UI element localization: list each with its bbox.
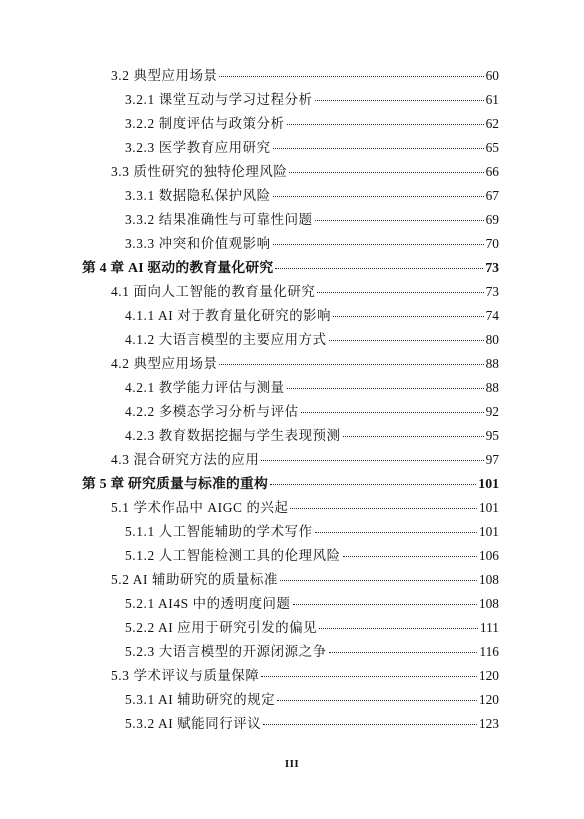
- toc-chapter-entry[interactable]: [82, 259, 499, 277]
- toc-entry-page: 92: [485, 404, 499, 419]
- dot-leader: [275, 268, 483, 269]
- dot-leader: [270, 484, 476, 485]
- dot-leader: [315, 220, 484, 221]
- toc-entry-title: 3.2 典型应用场景: [111, 68, 218, 83]
- toc-entry-title: 5.2.3 大语言模型的开源闭源之争: [125, 644, 327, 659]
- toc-entry-title: 3.3.2 结果准确性与可靠性问题: [125, 212, 313, 227]
- toc-entry[interactable]: [125, 211, 499, 229]
- toc-entry[interactable]: [125, 379, 499, 397]
- toc-entry-page: 69: [485, 212, 499, 227]
- toc-entry-page: 120: [478, 692, 499, 707]
- dot-leader: [315, 100, 484, 101]
- toc-entry[interactable]: [125, 643, 499, 661]
- toc-entry-page: 70: [485, 236, 499, 251]
- toc-entry[interactable]: [125, 691, 499, 709]
- toc-entry[interactable]: [125, 619, 499, 637]
- toc-entry[interactable]: [111, 163, 499, 181]
- toc-entry-title: 3.2.2 制度评估与政策分析: [125, 116, 285, 131]
- toc-entry-page: 101: [478, 476, 499, 491]
- dot-leader: [280, 580, 477, 581]
- toc-entry[interactable]: [111, 451, 499, 469]
- toc-entry[interactable]: [111, 499, 499, 517]
- toc-entry-title: 第 5 章 研究质量与标准的重构: [82, 476, 269, 491]
- dot-leader: [333, 316, 483, 317]
- toc-chapter-entry[interactable]: [82, 475, 499, 493]
- toc-entry[interactable]: [111, 283, 499, 301]
- toc-entry-page: 101: [478, 524, 499, 539]
- toc-entry-page: 65: [485, 140, 499, 155]
- dot-leader: [290, 508, 476, 509]
- toc-entry-title: 5.2 AI 辅助研究的质量标准: [111, 572, 278, 587]
- toc-entry-page: 111: [479, 620, 499, 635]
- dot-leader: [219, 76, 483, 77]
- dot-leader: [261, 676, 477, 677]
- toc-entry-title: 5.1.1 人工智能辅助的学术写作: [125, 524, 313, 539]
- toc-entry-page: 108: [478, 596, 499, 611]
- toc-entry-title: 第 4 章 AI 驱动的教育量化研究: [82, 260, 274, 275]
- toc-entry-title: 5.3 学术评议与质量保障: [111, 668, 260, 683]
- dot-leader: [319, 628, 478, 629]
- dot-leader: [315, 532, 477, 533]
- toc-entry-page: 73: [485, 284, 499, 299]
- dot-leader: [329, 652, 478, 653]
- toc-entry-title: 5.3.2 AI 赋能同行评议: [125, 716, 262, 731]
- toc-entry-title: 5.1 学术作品中 AIGC 的兴起: [111, 500, 289, 515]
- toc-entry-page: 95: [485, 428, 499, 443]
- dot-leader: [287, 388, 484, 389]
- toc-entry-page: 74: [485, 308, 499, 323]
- toc-entry-title: 4.2.3 教育数据挖掘与学生表现预测: [125, 428, 341, 443]
- dot-leader: [263, 724, 477, 725]
- toc-entry-page: 88: [485, 380, 499, 395]
- dot-leader: [329, 340, 484, 341]
- toc-entry-title: 4.1.2 大语言模型的主要应用方式: [125, 332, 327, 347]
- dot-leader: [343, 556, 477, 557]
- toc-entry-title: 4.2.1 教学能力评估与测量: [125, 380, 285, 395]
- toc-entry[interactable]: [111, 355, 499, 373]
- toc-entry-title: 3.3 质性研究的独特伦理风险: [111, 164, 288, 179]
- toc-entry-page: 67: [485, 188, 499, 203]
- toc-entry-title: 4.2.2 多模态学习分析与评估: [125, 404, 299, 419]
- page-number: III: [284, 758, 300, 770]
- toc-entry[interactable]: [125, 715, 499, 733]
- toc-entry[interactable]: [125, 403, 499, 421]
- toc-entry[interactable]: [125, 115, 499, 133]
- toc-entry[interactable]: [125, 139, 499, 157]
- toc-entry-title: 5.3.1 AI 辅助研究的规定: [125, 692, 276, 707]
- dot-leader: [261, 460, 483, 461]
- toc-entry-page: 88: [485, 356, 499, 371]
- dot-leader: [219, 364, 483, 365]
- toc-entry-title: 3.2.3 医学教育应用研究: [125, 140, 271, 155]
- toc-entry-page: 101: [478, 500, 499, 515]
- toc-entry-title: 5.2.1 AI4S 中的透明度问题: [125, 596, 291, 611]
- toc-entry-title: 5.2.2 AI 应用于研究引发的偏见: [125, 620, 318, 635]
- toc-entry[interactable]: [125, 595, 499, 613]
- dot-leader: [317, 292, 483, 293]
- toc-entry-title: 3.3.1 数据隐私保护风险: [125, 188, 271, 203]
- toc-entry-page: 80: [485, 332, 499, 347]
- toc-entry-page: 120: [478, 668, 499, 683]
- toc-entry-page: 61: [485, 92, 499, 107]
- dot-leader: [287, 124, 484, 125]
- toc-entry[interactable]: [125, 307, 499, 325]
- dot-leader: [301, 412, 484, 413]
- toc-entry-page: 60: [485, 68, 499, 83]
- toc-entry-title: 3.2.1 课堂互动与学习过程分析: [125, 92, 313, 107]
- dot-leader: [289, 172, 483, 173]
- toc-entry[interactable]: [111, 571, 499, 589]
- dot-leader: [273, 244, 484, 245]
- dot-leader: [273, 196, 484, 197]
- toc-entry-page: 97: [485, 452, 499, 467]
- toc-entry-page: 66: [485, 164, 499, 179]
- toc-entry-title: 5.1.2 人工智能检测工具的伦理风险: [125, 548, 341, 563]
- dot-leader: [273, 148, 484, 149]
- toc-entry[interactable]: [125, 187, 499, 205]
- toc-entry[interactable]: [125, 235, 499, 253]
- dot-leader: [293, 604, 477, 605]
- toc-entry[interactable]: [125, 427, 499, 445]
- toc-entry[interactable]: [125, 523, 499, 541]
- toc-entry-page: 62: [485, 116, 499, 131]
- dot-leader: [277, 700, 477, 701]
- toc-entry-title: 3.3.3 冲突和价值观影响: [125, 236, 271, 251]
- toc-entry[interactable]: [111, 667, 499, 685]
- toc-entry-page: 73: [485, 260, 499, 275]
- toc-entry-page: 123: [478, 716, 499, 731]
- toc-entry[interactable]: [125, 547, 499, 565]
- toc-entry[interactable]: [125, 91, 499, 109]
- toc-entry-title: 4.1.1 AI 对于教育量化研究的影响: [125, 308, 332, 323]
- dot-leader: [343, 436, 484, 437]
- toc-entry-page: 108: [478, 572, 499, 587]
- toc-entry-page: 106: [478, 548, 499, 563]
- toc-entry[interactable]: [125, 331, 499, 349]
- toc-entry-title: 4.2 典型应用场景: [111, 356, 218, 371]
- toc-entry-title: 4.1 面向人工智能的教育量化研究: [111, 284, 316, 299]
- toc-entry-title: 4.3 混合研究方法的应用: [111, 452, 260, 467]
- toc-entry-page: 116: [479, 644, 499, 659]
- toc-entry[interactable]: [111, 67, 499, 85]
